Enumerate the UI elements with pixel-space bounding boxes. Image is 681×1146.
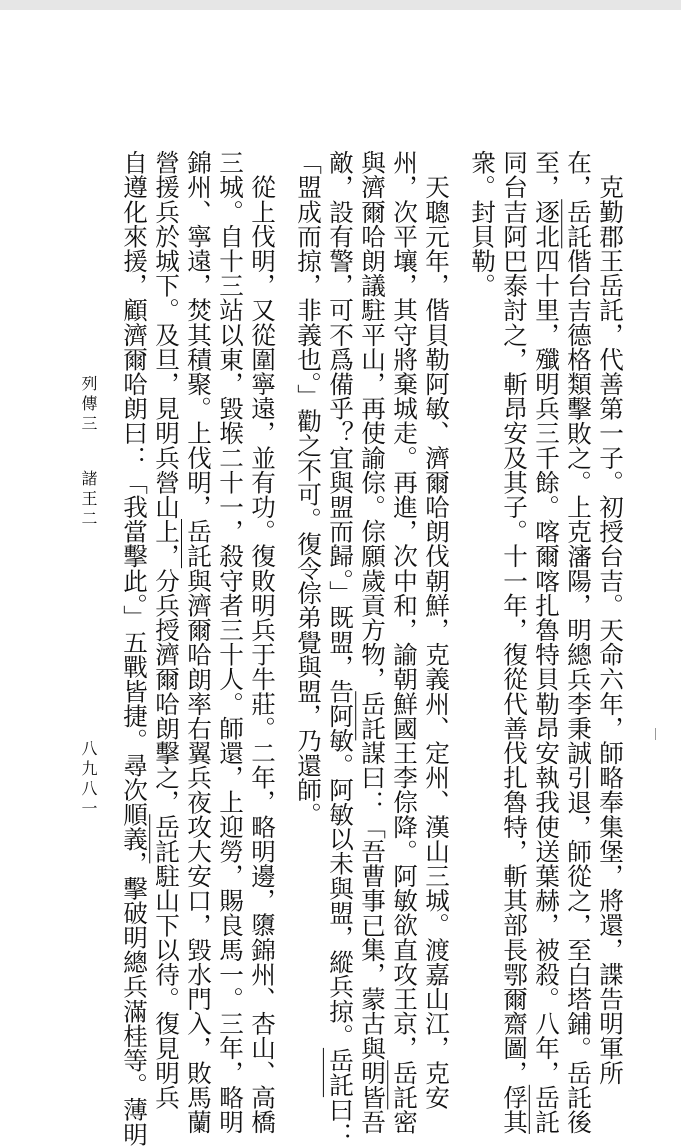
text-column-15 <box>118 150 150 1146</box>
column-text: 與濟爾哈朗率右翼兵夜攻大安口，毀水門入，敗馬蘭 <box>184 568 213 1135</box>
text-column-2 <box>562 150 594 1134</box>
text-column-1 <box>594 150 626 1085</box>
person-name: 岳託 <box>358 691 387 741</box>
column-text: 同台吉阿巴泰討之，斬昂安及其子。十一年，復從代善伐扎魯特，斬其部長鄂爾齋圖，俘其 <box>500 150 529 1134</box>
column-text: 克勤郡王岳託，代善第一子。初授台吉。天命六年，師略奉集堡，將還，諜告明軍所 <box>596 150 625 1085</box>
text-column-8 <box>356 150 388 1134</box>
running-head-volume: 列傳三 <box>79 375 98 435</box>
column-text: 密 <box>390 1109 419 1135</box>
column-text: 營援兵於城下。及旦，見明兵營山上，分兵授濟爾哈朗擊之， <box>152 150 181 815</box>
column-text: 三城。自十三站以東，毀堠二十一，殺守者三十人。師還，上迎勞，賜良馬一。三年，略明 <box>216 150 245 1134</box>
text-column-9 <box>324 150 356 1146</box>
scan-mark <box>655 728 662 740</box>
text-column-3 <box>530 150 562 1134</box>
column-text: 在， <box>564 150 593 200</box>
column-text: 從上伐明，又從圍寧遠，並有功。復敗明兵于牛莊。二年，略明邊，隳錦州、杏山、高橋 <box>248 150 277 1134</box>
column-text: 曰： <box>326 1097 355 1146</box>
column-text: 駐山下以待。復見明兵 <box>152 863 181 1110</box>
column-text: 偕台吉德格類擊敗之。上克瀋陽，明總兵李秉誠引退，師從之，至白塔鋪。岳託後 <box>564 248 593 1135</box>
text-column-4 <box>498 150 530 1134</box>
text-column-6 <box>420 150 452 1109</box>
page-number: 八九八一 <box>79 740 98 820</box>
text-column-14 <box>150 150 182 1109</box>
column-text: 錦州、寧遠，焚其積聚。上伐明， <box>184 150 213 519</box>
text-column-5 <box>466 150 498 298</box>
person-name: 岳託 <box>184 519 213 569</box>
text-column-11 <box>246 150 278 1134</box>
column-text: 至，逐北四十里，殲明兵三千餘。喀爾喀扎魯特貝勒昂安執我使送葉赫，被殺。八年， <box>532 150 561 1085</box>
text-column-10 <box>292 150 324 827</box>
text-column-13 <box>182 150 214 1134</box>
person-name: 岳託 <box>532 1084 561 1135</box>
column-text: 州，次平壤，其守將棄城走。再進，次中和，諭朝鮮國王李倧降。阿敏欲直攻王京， <box>390 150 419 1061</box>
column-text: 敵，設有警，可不爲備乎？宜與盟而歸。」既盟，告阿敏。阿敏以未與盟，縱兵掠。 <box>326 150 355 1048</box>
person-name: 岳託 <box>326 1047 355 1098</box>
page-top-edge <box>0 0 681 10</box>
text-column-7 <box>388 150 420 1134</box>
column-text: 天聰元年，偕貝勒阿敏、濟爾哈朗伐朝鮮，克義州、定州、漢山三城。渡嘉山江，克安 <box>422 150 451 1110</box>
person-name: 岳託 <box>564 199 593 249</box>
column-text: 謀曰：「吾曹事已集，蒙古與明皆吾 <box>358 740 387 1135</box>
column-text: 自遵化來援，顧濟爾哈朗曰：「我當擊此。」五戰皆捷。尋次順義，擊破明總兵滿桂等。薄明 <box>120 150 149 1146</box>
column-text: 衆。封貝勒。 <box>468 150 497 298</box>
text-column-12 <box>214 150 246 1134</box>
column-text: 「盟成而掠，非義也。」勸之不可。復令倧弟覺與盟，乃還師。 <box>294 150 323 827</box>
person-name: 岳託 <box>390 1060 419 1110</box>
running-head-section: 諸王二 <box>79 470 98 530</box>
column-text: 與濟爾哈朗議駐平山，再使諭倧。倧願歲貢方物， <box>358 150 387 692</box>
person-name: 岳託 <box>152 814 181 864</box>
